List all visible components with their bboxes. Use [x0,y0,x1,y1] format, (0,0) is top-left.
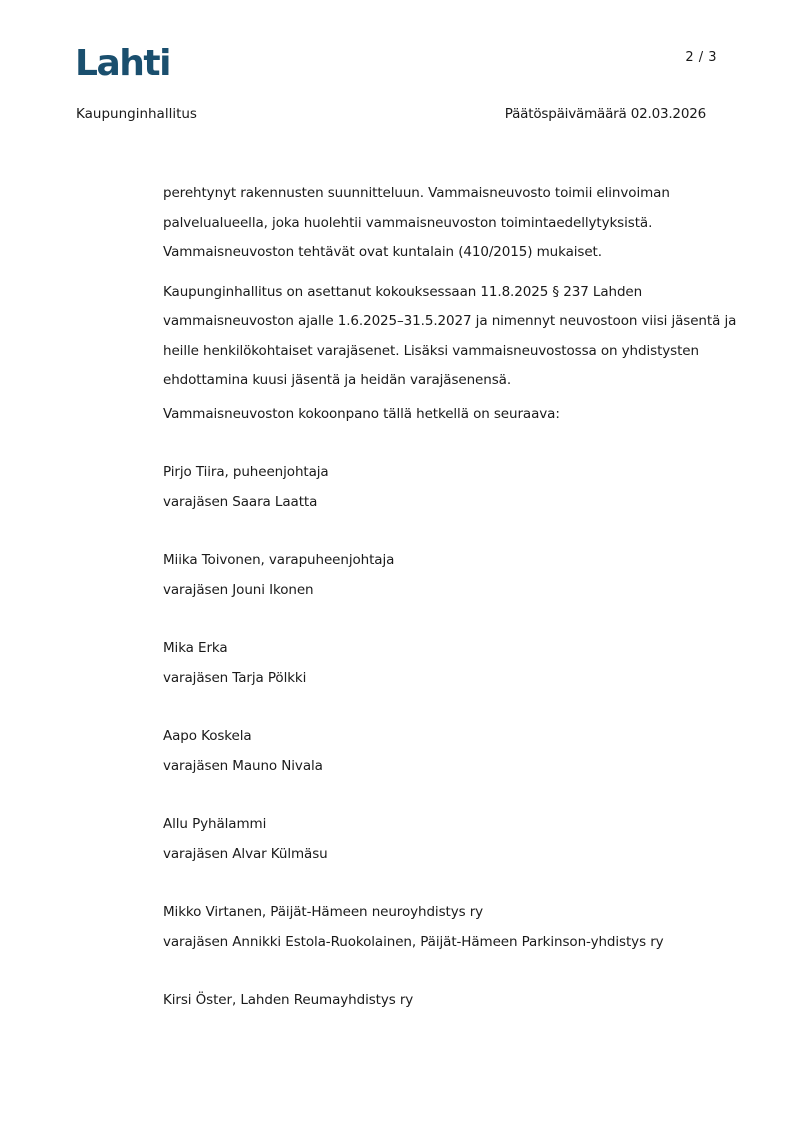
member-entry [163,458,733,517]
member-entry [163,898,733,957]
text-line: heille henkilökohtaiset varajäsenet. Lisäksi vammaisneuvostossa on yhdistysten [163,342,699,359]
member-name: Mika Erka [163,640,228,656]
text-line: vammaisneuvoston ajalle 1.6.2025–31.5.2027 ja nimennyt neuvostoon viisi jäsentä ja [163,313,737,329]
paragraph-1 [163,179,733,268]
text-line: Vammaisneuvoston tehtävät ovat kuntalain (410/2015) mukaiset. [163,244,602,260]
text-line: Kaupunginhallitus on asettanut kokouksessaan 11.8.2025 § 237 Lahden [163,283,643,300]
member-entry [163,634,733,693]
member-name: Aapo Koskela [163,728,252,744]
lahti-logo: Lahti [75,43,170,84]
deputy-name: varajäsen Jouni Ikonen [163,581,314,598]
organization-name: Kaupunginhallitus [76,106,197,122]
composition-intro [163,400,733,430]
deputy-name: varajäsen Alvar Külmäsu [163,845,328,862]
member-entry [163,722,733,781]
deputy-name: varajäsen Saara Laatta [163,493,318,510]
deputy-name: varajäsen Tarja Pölkki [163,669,307,686]
decision-date: Päätöspäivämäärä 02.03.2026 [504,106,706,122]
member-name: Pirjo Tiira, puheenjohtaja [163,464,329,480]
member-list [163,458,733,1016]
page-number: 2 / 3 [685,50,717,65]
member-name: Miika Toivonen, varapuheenjohtaja [163,552,395,568]
member-entry [163,546,733,605]
deputy-name: varajäsen Annikki Estola-Ruokolainen, Päijät-Hämeen Parkinson-yhdistys ry [163,933,664,950]
member-entry [163,810,733,869]
member-name: Mikko Virtanen, Päijät-Hämeen neuroyhdistys ry [163,904,484,920]
paragraph-2 [163,278,737,396]
text-line: ehdottamina kuusi jäsentä ja heidän varajäsenensä. [163,372,512,388]
text-line: Vammaisneuvoston kokoonpano tällä hetkellä on seuraava: [163,405,560,422]
text-line: perehtynyt rakennusten suunnitteluun. Vammaisneuvosto toimii elinvoiman [163,185,670,201]
text-line: palvelualueella, joka huolehtii vammaisneuvoston toimintaedellytyksistä. [163,214,653,231]
deputy-name: varajäsen Mauno Nivala [163,757,323,774]
member-name: Kirsi Öster, Lahden Reumayhdistys ry [163,992,414,1008]
member-entry [163,986,733,1016]
member-name: Allu Pyhälammi [163,816,267,832]
document-body [163,179,737,1045]
